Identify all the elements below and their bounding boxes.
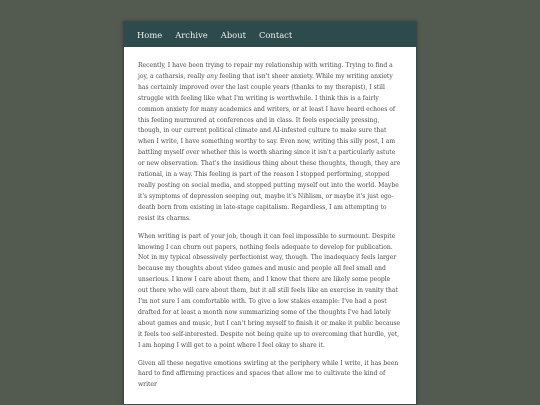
paragraph-2: When writing is part of your job, though it can feel impossible to surmount. Despite knowing I can churn out papers, nothing feels adequate to develop for publication. Not in my typical obsessively perfectionist way, though. The inadequacy feels larger because my thoughts about video games and music and people all feel small and unserious. I know I care about them, and I know that there are likely some people out there who will care about them, but it all still feels like an exercise in vanity that I'm not sure I am comfortable with. To give a low stakes example: I've had a post drafted for at least a month now summarizing some of the thoughts I've had lately about games and music, but I can't bring myself to finish it or make it public because it feels too self-interested. Despite not being quite up to overcoming that hurdle, yet, I am hoping I will get to a point where I feel okay to share it. <box>138 232 401 349</box>
nav-archive-link[interactable]: Archive <box>175 29 208 40</box>
paragraph-1-end: feeling that isn't sheer anxiety. While my writing anxiety has certainly improved over the last couple years (thanks to my therapist), I still struggle with feeling like what I'm writing is worthwhile. I think this is a fairly common anxiety for many academics and writers, or at least I have heard echoes of this feeling murmured at conferences and in class. It feels especially pressing, though, in our current political climate and AI-infested culture to make sure that when I write, I have something worthy to say. Even now, writing this silly post, I am battling myself over whether this is worth sharing since it isn't a particularly astute or new observation. That's the insidious thing about these thoughts, though, they are rational, in a way. This feeling is part of the reason I stopped performing, stopped really posting on social media, and stopped putting myself out into the world. Maybe it's symptoms of depression seeping out, maybe it's Nihlism, or maybe it's just ego-death born from existing in late-stage capitalism. Regardless, I am attempting to resist its charms. <box>138 72 401 222</box>
nav-contact-link[interactable]: Contact <box>258 29 293 40</box>
paragraph-3: Given all these negative emotions swirling at the periphery while I write, it has been hard to find affirming practices and spaces that allow me to cultivate the kind of writer <box>138 359 399 389</box>
nav-about-link[interactable]: About <box>220 29 246 40</box>
paragraph-1-start: Recently, I have been trying to repair my relationship with writing. Trying to find a joy, a catharsis, really <box>138 62 393 80</box>
emphasis-any: any <box>206 72 218 80</box>
post-page <box>123 21 417 405</box>
nav-home-link[interactable]: Home <box>137 29 163 40</box>
post-body <box>124 47 416 391</box>
top-nav <box>124 22 416 47</box>
paragraph-1 <box>138 61 402 225</box>
